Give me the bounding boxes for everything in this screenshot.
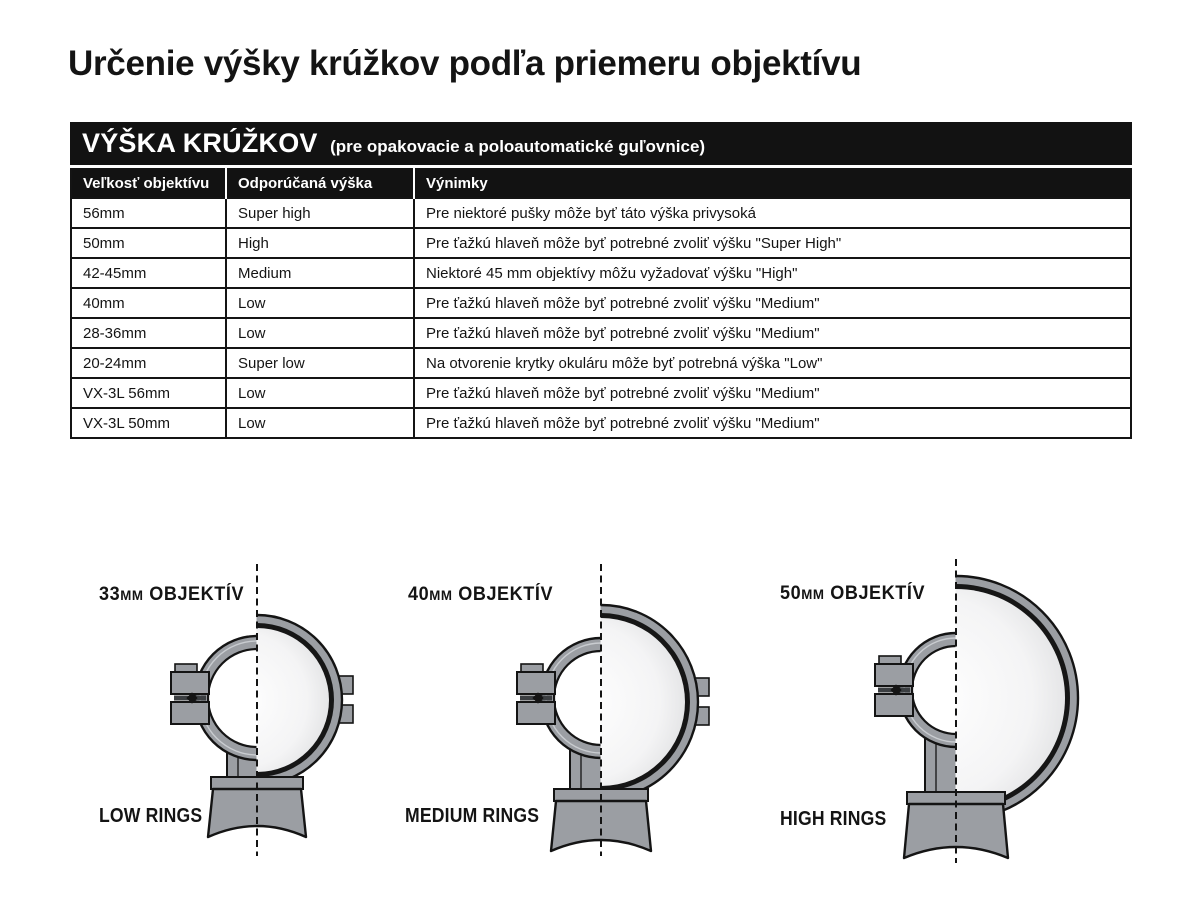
objective-caption	[99, 584, 244, 606]
table-row	[71, 288, 1131, 318]
cell-height: Low	[226, 288, 414, 318]
col-header-height: Odporúčaná výška	[226, 169, 414, 198]
cell-height: High	[226, 228, 414, 258]
objective-word: OBJEKTÍV	[458, 584, 554, 605]
cell-exception: Pre ťažkú hlaveň môže byť potrebné zvoliť výšku "Medium"	[414, 408, 1131, 438]
cell-size: VX-3L 50mm	[71, 408, 226, 438]
cell-height: Low	[226, 378, 414, 408]
objective-unit: MM	[120, 587, 144, 603]
table-row	[71, 348, 1131, 378]
cell-size: 42-45mm	[71, 258, 226, 288]
rings-label: HIGH RINGS	[780, 808, 887, 830]
column-header-row	[71, 169, 1131, 198]
table	[70, 168, 1132, 439]
objective-word: OBJEKTÍV	[149, 584, 245, 605]
cell-size: 20-24mm	[71, 348, 226, 378]
col-header-exceptions: Výnimky	[414, 169, 1131, 198]
cell-exception: Pre ťažkú hlaveň môže byť potrebné zvoliť výšku "Medium"	[414, 378, 1131, 408]
table-row	[71, 318, 1131, 348]
table-row	[71, 258, 1131, 288]
cell-height: Low	[226, 408, 414, 438]
rings-label: LOW RINGS	[99, 805, 203, 827]
cell-exception: Pre ťažkú hlaveň môže byť potrebné zvoliť výšku "Super High"	[414, 228, 1131, 258]
cell-size: VX-3L 56mm	[71, 378, 226, 408]
table-row	[71, 408, 1131, 438]
diagram-low-rings	[95, 558, 365, 858]
objective-word: OBJEKTÍV	[830, 583, 926, 604]
table-header-bar	[70, 122, 1132, 168]
objective-caption	[780, 583, 925, 605]
objective-caption	[408, 584, 553, 606]
table-subtitle: (pre opakovacie a poloautomatické guľovnice)	[330, 137, 706, 156]
col-header-size: Veľkosť objektívu	[71, 169, 226, 198]
cell-exception: Pre ťažkú hlaveň môže byť potrebné zvoliť výšku "Medium"	[414, 318, 1131, 348]
objective-unit: MM	[801, 586, 825, 602]
cell-height: Super low	[226, 348, 414, 378]
table-title: VÝŠKA KRÚŽKOV	[82, 128, 318, 158]
objective-unit: MM	[429, 587, 453, 603]
objective-size: 40	[408, 584, 430, 605]
cell-exception: Pre niektoré pušky môže byť táto výška privysoká	[414, 198, 1131, 228]
cell-size: 40mm	[71, 288, 226, 318]
diagram-high-rings	[758, 553, 1093, 865]
diagram-medium-rings	[405, 558, 715, 858]
cell-exception: Niektoré 45 mm objektívy môžu vyžadovať výšku "High"	[414, 258, 1131, 288]
cell-exception: Pre ťažkú hlaveň môže byť potrebné zvoliť výšku "Medium"	[414, 288, 1131, 318]
table-row	[71, 198, 1131, 228]
cell-height: Super high	[226, 198, 414, 228]
table-row	[71, 378, 1131, 408]
ring-height-table	[70, 122, 1132, 439]
page-title: Určenie výšky krúžkov podľa priemeru objektívu	[68, 44, 862, 83]
objective-size: 33	[99, 584, 121, 605]
rings-label: MEDIUM RINGS	[405, 805, 540, 827]
cell-height: Low	[226, 318, 414, 348]
cell-size: 56mm	[71, 198, 226, 228]
cell-exception: Na otvorenie krytky okuláru môže byť potrebná výška "Low"	[414, 348, 1131, 378]
table-row	[71, 228, 1131, 258]
cell-height: Medium	[226, 258, 414, 288]
objective-size: 50	[780, 583, 802, 604]
cell-size: 28-36mm	[71, 318, 226, 348]
cell-size: 50mm	[71, 228, 226, 258]
